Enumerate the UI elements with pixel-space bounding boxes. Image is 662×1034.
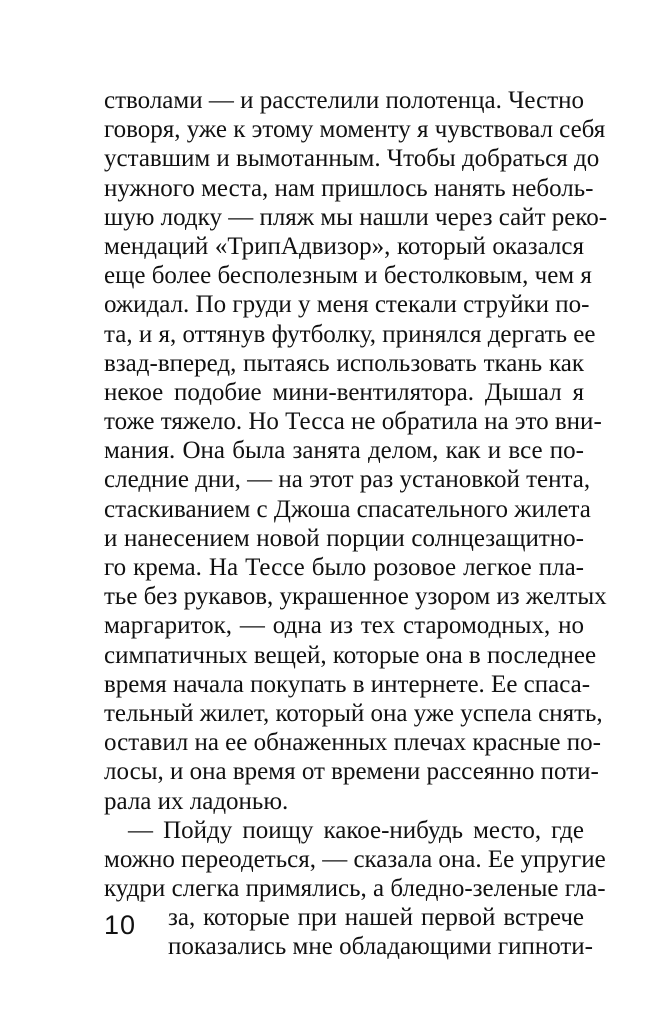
text-line: стволами — и расстелили полотенца. Честно (104, 87, 584, 114)
text-line: время начала покупать в интернете. Ее спаса- (104, 670, 591, 698)
text-line: уставшим и вымотанным. Чтобы добраться до (104, 145, 600, 173)
text-line: та, и я, оттянув футболку, принялся дергать ее (104, 320, 596, 348)
text-line: говоря, уже к этому моменту я чувствовал себя (104, 116, 606, 144)
text-line: мания. Она была занята делом, как и все по- (104, 437, 584, 465)
text-line: тельный жилет, который она уже успела снять, (104, 699, 603, 727)
text-line: ожидал. По груди у меня стекали струйки по- (104, 291, 590, 319)
text-line: оставил на ее обнаженных плечах красные по- (104, 729, 601, 757)
text-line: го крема. На Тессе было розовое легкое пла- (104, 554, 584, 581)
text-line: мендаций «ТрипАдвизор», который оказался (104, 232, 584, 260)
text-line: нужного места, нам пришлось нанять неболь- (104, 174, 594, 202)
page-number: 10 (104, 910, 137, 940)
text-line: за, которые при нашей первой встрече (168, 904, 584, 932)
text-line: кудри слегка примялись, а бледно-зеленые гла- (104, 875, 606, 903)
text-line: еще более бесполезным и бестолковым, чем я (104, 262, 592, 290)
text-line: можно переодеться, — сказала она. Ее упругие (104, 845, 606, 873)
text-line: шую лодку — пляж мы нашли через сайт реко- (104, 203, 608, 231)
text-line: некое подобие мини-вентилятора. Дышал я (104, 378, 584, 406)
text-line: следние дни, — на этот раз установкой тента, (104, 466, 591, 494)
text-line: и нанесением новой порции солнцезащитно- (104, 524, 584, 552)
text-line: тье без рукавов, украшенное узором из желтых (104, 583, 607, 611)
text-line: лосы, и она время от времени рассеянно поти- (104, 758, 599, 786)
text-line: — Пойду поищу какое-нибудь место, где (128, 816, 584, 844)
text-line: тоже тяжело. Но Тесса не обратила на это вни- (104, 408, 602, 436)
text-line: маргариток, — одна из тех старомодных, но (104, 612, 584, 640)
text-line: взад-вперед, пытаясь использовать ткань как (104, 349, 584, 377)
text-line: симпатичных вещей, которые она в последнее (104, 641, 597, 669)
text-line: показались мне обладающими гипноти- (168, 933, 594, 961)
body-text (104, 86, 608, 962)
text-line: стаскиванием с Джоша спасательного жилета (104, 495, 591, 523)
text-line: рала их ладонью. (104, 787, 289, 815)
